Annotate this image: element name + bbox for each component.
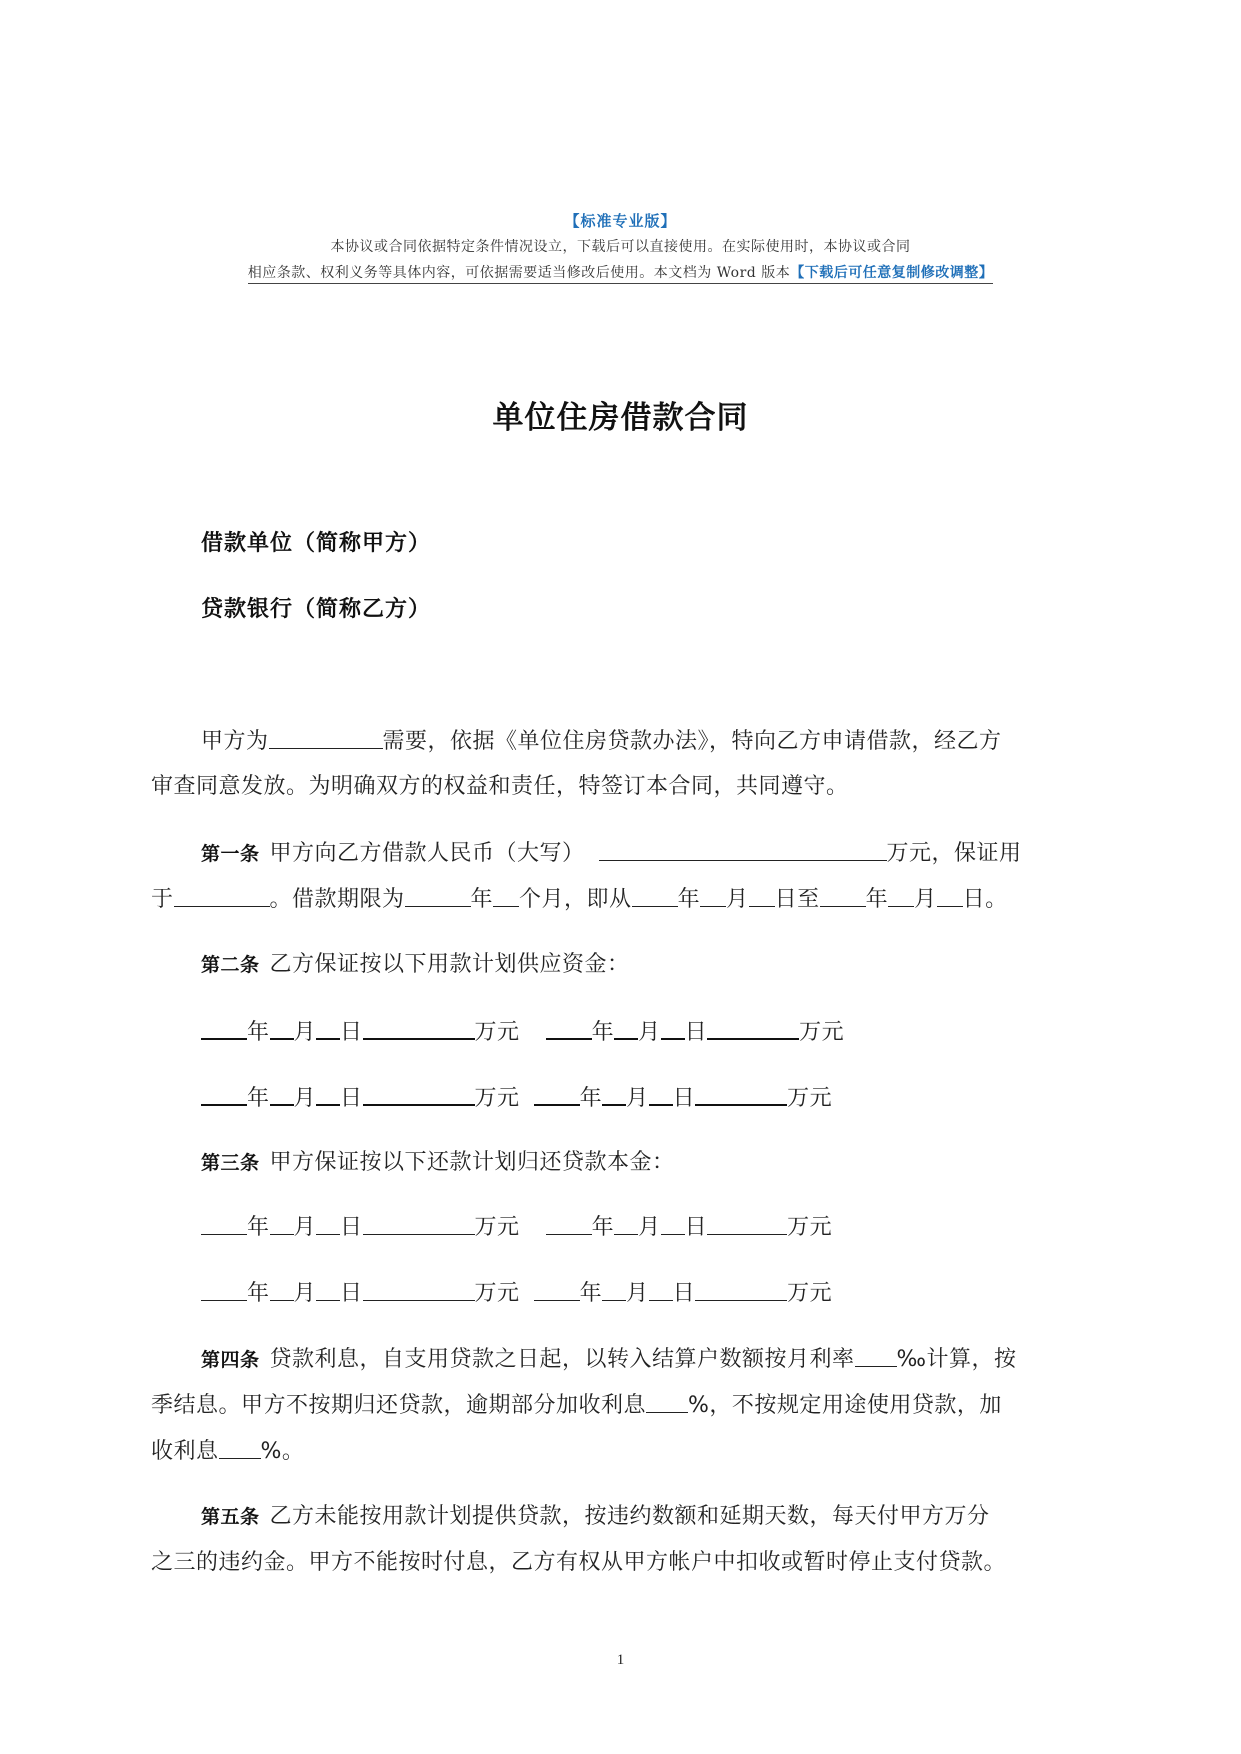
- month-unit: 月: [293, 1215, 317, 1240]
- term-year-blank[interactable]: [405, 884, 471, 907]
- article-5-label: 第五条: [201, 1506, 260, 1528]
- year-unit: 年: [591, 1020, 615, 1045]
- intro-text: 需要，依据《单位住房贷款办法》，特向乙方申请借款，经乙方: [382, 729, 1002, 754]
- start-year-blank[interactable]: [632, 884, 678, 907]
- month-unit: 月: [293, 1086, 317, 1111]
- day-unit: 日: [672, 1086, 696, 1111]
- article-3-line: [201, 1148, 1141, 1178]
- overdue-interest-blank[interactable]: [646, 1390, 688, 1413]
- article-1-text: 日至: [774, 887, 820, 912]
- loan-amount-blank[interactable]: [599, 838, 887, 861]
- term-month-blank[interactable]: [493, 884, 519, 907]
- year-unit: 年: [247, 1215, 270, 1240]
- misuse-interest-blank[interactable]: [219, 1436, 261, 1459]
- end-year-blank[interactable]: [820, 884, 866, 907]
- article-1-text: 。借款期限为: [269, 887, 405, 912]
- amount-unit: 万元: [787, 1086, 833, 1111]
- page-number: 1: [616, 1652, 625, 1668]
- article-3-text: 甲方保证按以下还款计划归还贷款本金：: [269, 1150, 675, 1175]
- article-1-label: 第一条: [201, 843, 260, 865]
- article-1-text: 年: [677, 887, 701, 912]
- day-unit: 日: [684, 1215, 708, 1240]
- article-4-line-2: [151, 1390, 1091, 1421]
- schedule-amount-blank[interactable]: [707, 1016, 799, 1040]
- amount-unit: 万元: [799, 1020, 845, 1045]
- month-unit: 月: [626, 1086, 649, 1111]
- amount-unit: 万元: [787, 1281, 833, 1306]
- repay-day-blank[interactable]: [316, 1278, 340, 1301]
- day-unit: 日: [672, 1281, 696, 1306]
- article-1-text: 日。: [962, 887, 1008, 912]
- repay-day-blank[interactable]: [316, 1212, 340, 1235]
- article-3-label: 第三条: [201, 1152, 260, 1174]
- repay-year-blank[interactable]: [546, 1212, 592, 1235]
- schedule-year-blank[interactable]: [201, 1082, 247, 1106]
- intro-text: 甲方为: [201, 729, 269, 754]
- article-4-text: ‰计算，按: [896, 1347, 1017, 1372]
- schedule-day-blank[interactable]: [661, 1016, 685, 1040]
- article-4-text: 季结息。甲方不按期归还贷款，逾期部分加收利息: [151, 1393, 647, 1418]
- month-unit: 月: [626, 1281, 649, 1306]
- repay-month-blank[interactable]: [602, 1278, 626, 1301]
- repay-month-blank[interactable]: [270, 1278, 294, 1301]
- schedule-month-blank[interactable]: [270, 1082, 294, 1106]
- schedule-day-blank[interactable]: [649, 1082, 673, 1106]
- header-notice-underlined: [248, 262, 993, 284]
- day-unit: 日: [340, 1020, 363, 1045]
- month-unit: 月: [293, 1020, 317, 1045]
- amount-unit: 万元: [474, 1020, 520, 1045]
- schedule-amount-blank[interactable]: [695, 1082, 787, 1106]
- article-1-text: 万元，保证用: [886, 841, 1022, 866]
- article-5-text: 乙方未能按用款计划提供贷款，按违约数额和延期天数，每天付甲方万分: [269, 1504, 990, 1529]
- edition-tag: 【标准专业版】: [564, 212, 677, 230]
- repay-month-blank[interactable]: [614, 1212, 638, 1235]
- year-unit: 年: [579, 1281, 603, 1306]
- schedule-amount-blank[interactable]: [363, 1016, 475, 1040]
- header-notice-line2: [0, 262, 1241, 284]
- amount-unit: 万元: [787, 1215, 833, 1240]
- end-month-blank[interactable]: [888, 884, 914, 907]
- schedule-day-blank[interactable]: [316, 1082, 340, 1106]
- day-unit: 日: [340, 1086, 363, 1111]
- repay-month-blank[interactable]: [270, 1212, 294, 1235]
- article-4-line-1: [201, 1344, 1141, 1375]
- schedule-month-blank[interactable]: [614, 1016, 638, 1040]
- article-5-line-1: [201, 1502, 1141, 1532]
- article-4-text: 收利息: [151, 1439, 219, 1464]
- repay-year-blank[interactable]: [201, 1278, 247, 1301]
- amount-unit: 万元: [474, 1086, 520, 1111]
- start-month-blank[interactable]: [700, 884, 726, 907]
- day-unit: 日: [684, 1020, 708, 1045]
- schedule-year-blank[interactable]: [201, 1016, 247, 1040]
- supply-schedule-row-1: [201, 1016, 1141, 1048]
- article-1-line-2: [151, 884, 1091, 915]
- article-1-line-1: [201, 838, 1141, 869]
- repay-amount-blank[interactable]: [695, 1278, 787, 1301]
- month-unit: 月: [638, 1020, 661, 1045]
- repay-day-blank[interactable]: [661, 1212, 685, 1235]
- schedule-amount-blank[interactable]: [363, 1082, 475, 1106]
- year-unit: 年: [579, 1086, 603, 1111]
- article-1-text: 于: [151, 887, 174, 912]
- article-5-line-2: 之三的违约金。甲方不能按时付息，乙方有权从甲方帐户中扣收或暂时停止支付贷款。: [151, 1550, 1007, 1575]
- repay-year-blank[interactable]: [534, 1278, 580, 1301]
- monthly-rate-blank[interactable]: [855, 1344, 897, 1367]
- article-1-text: 月: [726, 887, 749, 912]
- intro-line-1: [201, 726, 1141, 757]
- purpose-blank[interactable]: [269, 726, 383, 749]
- year-unit: 年: [591, 1215, 615, 1240]
- use-blank[interactable]: [174, 884, 270, 907]
- article-4-line-3: [151, 1436, 1091, 1467]
- schedule-year-blank[interactable]: [534, 1082, 580, 1106]
- schedule-month-blank[interactable]: [602, 1082, 626, 1106]
- article-2-line: [201, 950, 1141, 980]
- article-4-text: %，不按规定用途使用贷款，加: [688, 1393, 1002, 1418]
- article-1-text: 年: [470, 887, 494, 912]
- article-4-text: 贷款利息，自支用贷款之日起，以转入结算户数额按月利率: [269, 1347, 855, 1372]
- supply-schedule-row-2: [201, 1082, 1141, 1114]
- start-day-blank[interactable]: [749, 884, 775, 907]
- download-edit-link[interactable]: 【下载后可任意复制修改调整】: [790, 265, 994, 281]
- party-lender: 贷款银行（简称乙方）: [201, 597, 432, 622]
- amount-unit: 万元: [474, 1215, 520, 1240]
- header-notice-text: 相应条款、权利义务等具体内容，可依据需要适当修改后使用。本文档为 Word 版本: [247, 265, 791, 281]
- day-unit: 日: [340, 1281, 363, 1306]
- month-unit: 月: [293, 1281, 317, 1306]
- article-2-label: 第二条: [201, 954, 260, 976]
- article-1-text: 年: [865, 887, 889, 912]
- end-day-blank[interactable]: [937, 884, 963, 907]
- intro-line-2: 审查同意发放。为明确双方的权益和责任，特签订本合同，共同遵守。: [151, 774, 849, 799]
- article-1-text: 个月，即从: [519, 887, 632, 912]
- repay-amount-blank[interactable]: [363, 1278, 475, 1301]
- article-1-text: 甲方向乙方借款人民币（大写）: [269, 841, 585, 866]
- amount-unit: 万元: [474, 1281, 520, 1306]
- article-4-text: %。: [260, 1439, 305, 1464]
- article-4-label: 第四条: [201, 1349, 260, 1371]
- schedule-month-blank[interactable]: [270, 1016, 294, 1040]
- month-unit: 月: [638, 1215, 661, 1240]
- document-title: 单位住房借款合同: [492, 400, 749, 436]
- article-2-text: 乙方保证按以下用款计划供应资金：: [269, 952, 630, 977]
- schedule-day-blank[interactable]: [316, 1016, 340, 1040]
- repay-schedule-row-1: [201, 1212, 1141, 1243]
- year-unit: 年: [247, 1020, 270, 1045]
- repay-schedule-row-2: [201, 1278, 1141, 1309]
- repay-year-blank[interactable]: [201, 1212, 247, 1235]
- header-notice-line1: 本协议或合同依据特定条件情况设立，下载后可以直接使用。在实际使用时，本协议或合同: [330, 239, 911, 255]
- day-unit: 日: [340, 1215, 363, 1240]
- repay-amount-blank[interactable]: [363, 1212, 475, 1235]
- schedule-year-blank[interactable]: [546, 1016, 592, 1040]
- party-borrower: 借款单位（简称甲方）: [201, 531, 432, 556]
- year-unit: 年: [247, 1086, 270, 1111]
- repay-day-blank[interactable]: [649, 1278, 673, 1301]
- article-1-text: 月: [914, 887, 937, 912]
- year-unit: 年: [247, 1281, 270, 1306]
- repay-amount-blank[interactable]: [707, 1212, 787, 1235]
